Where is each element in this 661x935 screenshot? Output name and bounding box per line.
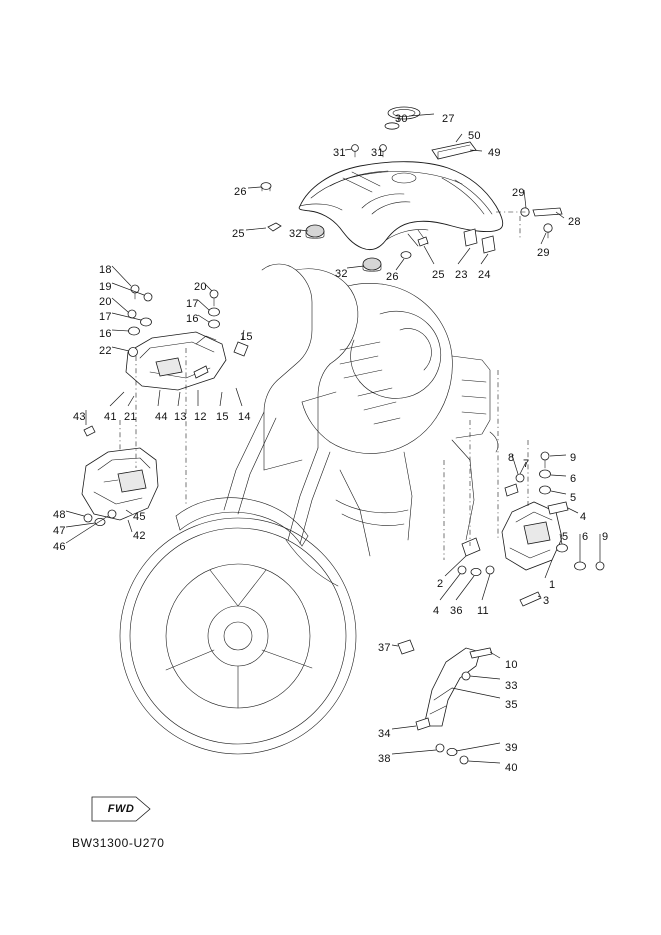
callout-18: 18: [99, 264, 112, 276]
callout-43: 43: [73, 411, 86, 423]
right-bracket-group: [444, 370, 604, 606]
callout-32: 32: [289, 228, 302, 240]
leader-lines: [66, 114, 600, 763]
callout-40: 40: [505, 762, 518, 774]
callout-31: 31: [333, 147, 346, 159]
callout-16: 16: [186, 313, 199, 325]
callout-13: 13: [174, 411, 187, 423]
callout-1: 1: [549, 579, 556, 591]
callout-19: 19: [99, 281, 112, 293]
callout-4: 4: [433, 605, 440, 617]
callout-33: 33: [505, 680, 518, 692]
callout-5: 5: [562, 531, 569, 543]
callout-46: 46: [53, 541, 66, 553]
callout-31: 31: [371, 147, 384, 159]
callout-8: 8: [508, 452, 515, 464]
callout-21: 21: [124, 411, 137, 423]
callout-27: 27: [442, 113, 455, 125]
callout-2: 2: [437, 578, 444, 590]
callout-35: 35: [505, 699, 518, 711]
callout-10: 10: [505, 659, 518, 671]
callout-44: 44: [155, 411, 168, 423]
callout-30: 30: [395, 113, 408, 125]
callout-20: 20: [99, 296, 112, 308]
callout-23: 23: [455, 269, 468, 281]
callout-29: 29: [537, 247, 550, 259]
callout-36: 36: [450, 605, 463, 617]
callout-28: 28: [568, 216, 581, 228]
callout-17: 17: [99, 311, 112, 323]
callout-15: 15: [216, 411, 229, 423]
callout-41: 41: [104, 411, 117, 423]
callout-22: 22: [99, 345, 112, 357]
callout-34: 34: [378, 728, 391, 740]
callout-42: 42: [133, 530, 146, 542]
callout-20: 20: [194, 281, 207, 293]
callout-50: 50: [468, 130, 481, 142]
callout-16: 16: [99, 328, 112, 340]
callout-9: 9: [570, 452, 577, 464]
callout-47: 47: [53, 525, 66, 537]
callout-29: 29: [512, 187, 525, 199]
callout-45: 45: [133, 511, 146, 523]
callout-26: 26: [386, 271, 399, 283]
callout-49: 49: [488, 147, 501, 159]
callout-4: 4: [580, 511, 587, 523]
callout-9: 9: [602, 531, 609, 543]
callout-17: 17: [186, 298, 199, 310]
callout-7: 7: [523, 458, 530, 470]
callout-3: 3: [543, 595, 550, 607]
callout-25: 25: [232, 228, 245, 240]
callout-39: 39: [505, 742, 518, 754]
callout-12: 12: [194, 411, 207, 423]
callout-24: 24: [478, 269, 491, 281]
fwd-direction-badge: [92, 795, 150, 823]
callout-38: 38: [378, 753, 391, 765]
callout-37: 37: [378, 642, 391, 654]
callout-14: 14: [238, 411, 251, 423]
callout-48: 48: [53, 509, 66, 521]
callout-25: 25: [432, 269, 445, 281]
callout-6: 6: [570, 473, 577, 485]
callout-6: 6: [582, 531, 589, 543]
callout-5: 5: [570, 492, 577, 504]
callout-11: 11: [477, 605, 489, 617]
callout-32: 32: [335, 268, 348, 280]
callout-26: 26: [234, 186, 247, 198]
callout-15: 15: [240, 331, 253, 343]
fwd-label: FWD: [107, 803, 135, 815]
diagram-part-code: BW31300-U270: [72, 836, 165, 850]
lower-stay-group: [398, 640, 492, 764]
